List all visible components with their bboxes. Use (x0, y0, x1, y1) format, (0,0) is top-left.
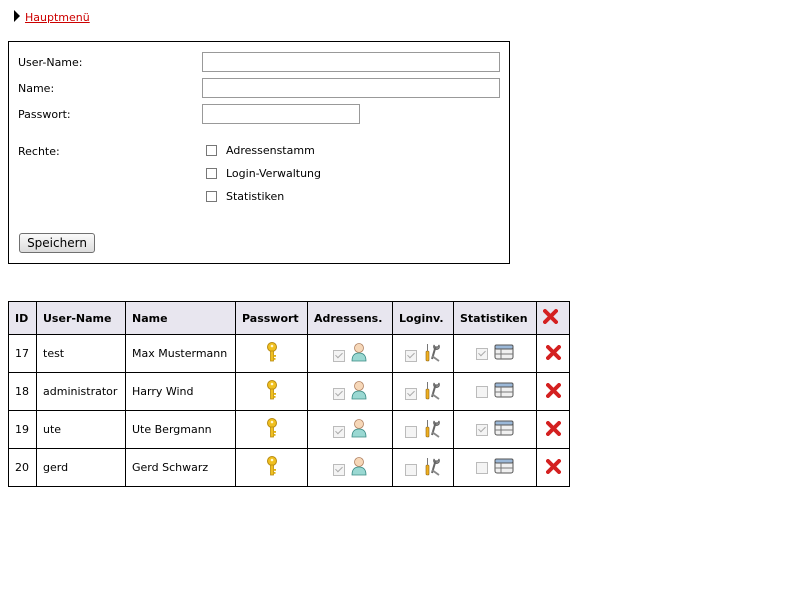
right-address-row (206, 144, 315, 157)
right-stats-checkbox[interactable] (206, 191, 217, 202)
address-right-checkbox[interactable] (333, 426, 345, 438)
table-row (9, 373, 570, 411)
cell-username: administrator (37, 373, 126, 411)
name-input[interactable] (202, 78, 500, 98)
arrow-right-icon (14, 10, 20, 22)
cell-password (236, 373, 308, 411)
cell-stats (454, 449, 537, 487)
cell-stats (454, 335, 537, 373)
stats-right-checkbox[interactable] (476, 462, 488, 474)
cell-login (393, 335, 454, 373)
key-icon[interactable] (266, 380, 278, 400)
table-icon (494, 458, 514, 474)
tools-icon (423, 456, 441, 476)
delete-icon[interactable] (546, 459, 561, 474)
username-label: User-Name: (18, 56, 83, 69)
key-icon[interactable] (266, 456, 278, 476)
table-icon (494, 382, 514, 398)
table-row (9, 335, 570, 373)
tools-icon (423, 418, 441, 438)
right-login-row (206, 167, 321, 180)
cell-name: Harry Wind (126, 373, 236, 411)
table-icon (494, 344, 514, 360)
header-password: Passwort (236, 302, 308, 335)
cell-id: 18 (9, 373, 37, 411)
cell-username: ute (37, 411, 126, 449)
cell-name: Gerd Schwarz (126, 449, 236, 487)
person-icon (351, 342, 367, 362)
right-stats-row (206, 190, 284, 203)
right-address-label: Adressenstamm (226, 144, 315, 157)
table-row (9, 449, 570, 487)
users-table (8, 301, 570, 487)
address-right-checkbox[interactable] (333, 388, 345, 400)
right-login-label: Login-Verwaltung (226, 167, 321, 180)
stats-right-checkbox[interactable] (476, 348, 488, 360)
tools-icon (423, 380, 441, 400)
cell-address (308, 335, 393, 373)
cell-password (236, 411, 308, 449)
username-input[interactable] (202, 52, 500, 72)
delete-all-icon[interactable] (543, 309, 558, 324)
cell-username: gerd (37, 449, 126, 487)
cell-delete (537, 411, 570, 449)
right-address-checkbox[interactable] (206, 145, 217, 156)
delete-icon[interactable] (546, 421, 561, 436)
cell-username: test (37, 335, 126, 373)
header-login: Loginv. (393, 302, 454, 335)
cell-address (308, 411, 393, 449)
name-label: Name: (18, 82, 55, 95)
nav (14, 9, 90, 25)
cell-id: 19 (9, 411, 37, 449)
header-delete (537, 302, 570, 335)
delete-icon[interactable] (546, 383, 561, 398)
key-icon[interactable] (266, 418, 278, 438)
header-username: User-Name (37, 302, 126, 335)
login-right-checkbox[interactable] (405, 388, 417, 400)
login-right-checkbox[interactable] (405, 426, 417, 438)
cell-password (236, 449, 308, 487)
cell-id: 20 (9, 449, 37, 487)
password-input[interactable] (202, 104, 360, 124)
table-header-row (9, 302, 570, 335)
main-menu-link[interactable]: Hauptmenü (25, 10, 90, 24)
cell-delete (537, 373, 570, 411)
cell-address (308, 449, 393, 487)
table-row (9, 411, 570, 449)
login-right-checkbox[interactable] (405, 350, 417, 362)
login-right-checkbox[interactable] (405, 464, 417, 476)
person-icon (351, 380, 367, 400)
person-icon (351, 456, 367, 476)
cell-stats (454, 373, 537, 411)
password-label: Passwort: (18, 108, 71, 121)
save-button[interactable]: Speichern (19, 233, 95, 253)
cell-login (393, 449, 454, 487)
address-right-checkbox[interactable] (333, 350, 345, 362)
right-stats-label: Statistiken (226, 190, 285, 203)
cell-login (393, 373, 454, 411)
cell-login (393, 411, 454, 449)
stats-right-checkbox[interactable] (476, 424, 488, 436)
right-login-checkbox[interactable] (206, 168, 217, 179)
address-right-checkbox[interactable] (333, 464, 345, 476)
cell-password (236, 335, 308, 373)
key-icon[interactable] (266, 342, 278, 362)
cell-name: Max Mustermann (126, 335, 236, 373)
cell-delete (537, 449, 570, 487)
header-address: Adressens. (308, 302, 393, 335)
header-name: Name (126, 302, 236, 335)
delete-icon[interactable] (546, 345, 561, 360)
header-stats: Statistiken (454, 302, 537, 335)
rights-label: Rechte: (18, 145, 60, 158)
table-icon (494, 420, 514, 436)
cell-name: Ute Bergmann (126, 411, 236, 449)
stats-right-checkbox[interactable] (476, 386, 488, 398)
user-form (8, 41, 510, 264)
cell-delete (537, 335, 570, 373)
cell-address (308, 373, 393, 411)
tools-icon (423, 342, 441, 362)
cell-stats (454, 411, 537, 449)
cell-id: 17 (9, 335, 37, 373)
person-icon (351, 418, 367, 438)
header-id: ID (9, 302, 37, 335)
